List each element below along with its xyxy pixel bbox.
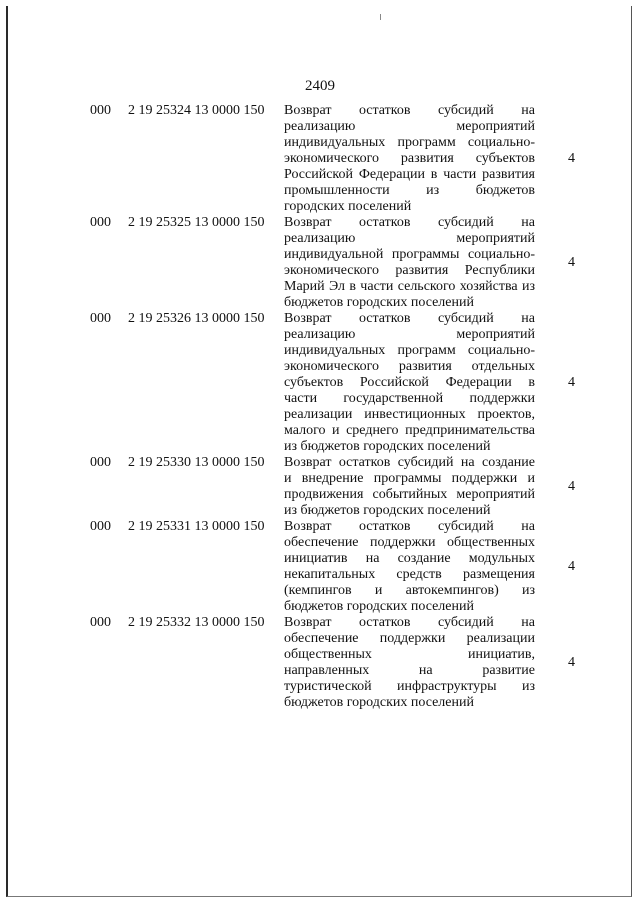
description-line: некапитальных средств размещения bbox=[284, 567, 535, 582]
budget-classification-code: 2 19 25325 13 0000 150 bbox=[128, 215, 265, 230]
description-line: Возврат остатков субсидий на bbox=[284, 311, 535, 326]
amount-value: 4 bbox=[568, 479, 575, 494]
description-line: продвижения событийных мероприятий bbox=[284, 487, 535, 502]
description-line: инициатив на создание модульных bbox=[284, 551, 535, 566]
description-line: бюджетов городских поселений bbox=[284, 295, 474, 310]
revenue-description bbox=[284, 519, 535, 615]
admin-code: 000 bbox=[90, 215, 111, 230]
description-line: туристической инфраструктуры из bbox=[284, 679, 535, 694]
scan-mark bbox=[380, 14, 381, 20]
description-line: общественных инициатив, bbox=[284, 647, 535, 662]
description-line: индивидуальной программы социально- bbox=[284, 247, 535, 262]
admin-code: 000 bbox=[90, 455, 111, 470]
page-number: 2409 bbox=[305, 78, 335, 94]
amount-value: 4 bbox=[568, 655, 575, 670]
revenue-description bbox=[284, 215, 535, 311]
admin-code: 000 bbox=[90, 519, 111, 534]
budget-code-table bbox=[0, 103, 640, 711]
budget-classification-code: 2 19 25326 13 0000 150 bbox=[128, 311, 265, 326]
revenue-description bbox=[284, 455, 535, 519]
table-row bbox=[0, 519, 640, 615]
admin-code: 000 bbox=[90, 103, 111, 118]
description-line: реализацию мероприятий bbox=[284, 327, 535, 342]
table-row bbox=[0, 103, 640, 215]
description-line: экономического развития субъектов bbox=[284, 151, 535, 166]
description-line: (кемпингов и автокемпингов) из bbox=[284, 583, 535, 598]
description-line: из бюджетов городских поселений bbox=[284, 503, 491, 518]
revenue-description bbox=[284, 615, 535, 711]
table-row bbox=[0, 615, 640, 711]
description-line: Возврат остатков субсидий на bbox=[284, 215, 535, 230]
description-line: реализацию мероприятий bbox=[284, 119, 535, 134]
description-line: городских поселений bbox=[284, 199, 412, 214]
revenue-description bbox=[284, 103, 535, 215]
description-line: экономического развития отдельных bbox=[284, 359, 535, 374]
description-line: реализацию мероприятий bbox=[284, 231, 535, 246]
description-line: субъектов Российской Федерации в bbox=[284, 375, 535, 390]
description-line: промышленности из бюджетов bbox=[284, 183, 535, 198]
description-line: обеспечение поддержки реализации bbox=[284, 631, 535, 646]
table-row bbox=[0, 215, 640, 311]
description-line: из бюджетов городских поселений bbox=[284, 439, 491, 454]
admin-code: 000 bbox=[90, 311, 111, 326]
description-line: обеспечение поддержки общественных bbox=[284, 535, 535, 550]
description-line: бюджетов городских поселений bbox=[284, 695, 474, 710]
budget-classification-code: 2 19 25324 13 0000 150 bbox=[128, 103, 265, 118]
description-line: Возврат остатков субсидий на bbox=[284, 519, 535, 534]
budget-classification-code: 2 19 25332 13 0000 150 bbox=[128, 615, 265, 630]
description-line: бюджетов городских поселений bbox=[284, 599, 474, 614]
description-line: Возврат остатков субсидий на bbox=[284, 103, 535, 118]
description-line: экономического развития Республики bbox=[284, 263, 535, 278]
table-row bbox=[0, 455, 640, 519]
description-line: и внедрение программы поддержки и bbox=[284, 471, 535, 486]
description-line: Возврат остатков субсидий на создание bbox=[284, 455, 535, 470]
description-line: Марий Эл в части сельского хозяйства из bbox=[284, 279, 535, 294]
admin-code: 000 bbox=[90, 615, 111, 630]
description-line: направленных на развитие bbox=[284, 663, 535, 678]
description-line: Российской Федерации в части развития bbox=[284, 167, 535, 182]
description-line: реализации инвестиционных проектов, bbox=[284, 407, 535, 422]
amount-value: 4 bbox=[568, 255, 575, 270]
description-line: индивидуальных программ социально- bbox=[284, 343, 535, 358]
description-line: малого и среднего предпринимательства bbox=[284, 423, 535, 438]
table-row bbox=[0, 311, 640, 455]
budget-classification-code: 2 19 25331 13 0000 150 bbox=[128, 519, 265, 534]
revenue-description bbox=[284, 311, 535, 455]
amount-value: 4 bbox=[568, 375, 575, 390]
description-line: Возврат остатков субсидий на bbox=[284, 615, 535, 630]
description-line: части государственной поддержки bbox=[284, 391, 535, 406]
budget-classification-code: 2 19 25330 13 0000 150 bbox=[128, 455, 265, 470]
amount-value: 4 bbox=[568, 151, 575, 166]
amount-value: 4 bbox=[568, 559, 575, 574]
description-line: индивидуальных программ социально- bbox=[284, 135, 535, 150]
